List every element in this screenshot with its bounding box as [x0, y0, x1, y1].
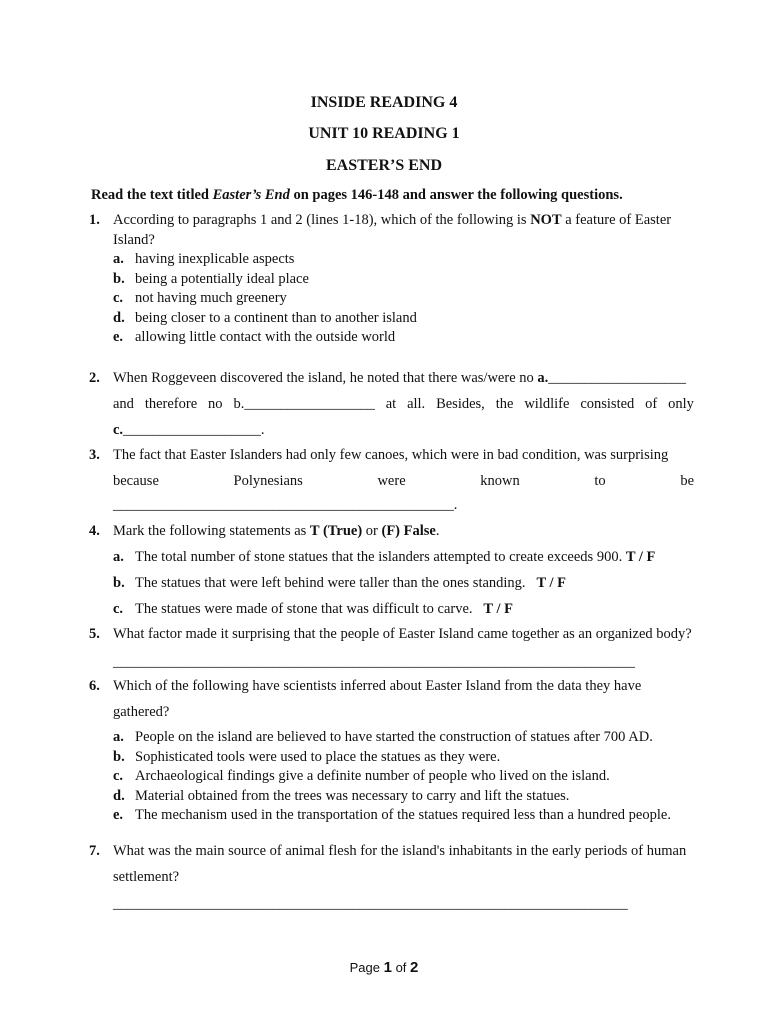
question-3-line-2: because Polynesians were known to be — [113, 473, 694, 489]
answer-blank: ________________________________________________________________________ — [113, 654, 635, 670]
option-1a: a. having inexplicable aspects — [113, 251, 295, 267]
page-title-2: UNIT 10 READING 1 — [308, 125, 460, 142]
page-title-1: INSIDE READING 4 — [310, 94, 458, 111]
answer-blank: _______________________________________________________________________ — [113, 896, 628, 912]
option-6d: d. Material obtained from the trees was necessary to carry and lift the statues. — [113, 788, 570, 804]
option-6b: b. Sophisticated tools were used to place the statues as they were. — [113, 749, 501, 765]
statement-4a: a. The total number of stone statues that the islanders attempted to create exceeds 900. T / F — [113, 549, 656, 565]
question-2-line-3: c.___________________. — [113, 422, 265, 438]
option-1c: c. not having much greenery — [113, 290, 287, 306]
instruction: Read the text titled Easter’s End on pages 146-148 and answer the following questions. — [91, 187, 623, 203]
option-1b: b. being a potentially ideal place — [113, 271, 309, 287]
option-1d: d. being closer to a continent than to another island — [113, 310, 417, 326]
statement-4c: c. The statues were made of stone that was difficult to carve. T / F — [113, 601, 513, 617]
question-2-line-2: and therefore no b.__________________ at all. Besides, the wildlife consisted of only — [113, 396, 694, 412]
option-1e: e. allowing little contact with the outside world — [113, 329, 396, 345]
question-number: 1. — [89, 212, 100, 228]
option-6e: e. The mechanism used in the transportation of the statues required less than a hundred people. — [113, 807, 671, 823]
option-6c: c. Archaeological findings give a definite number of people who lived on the island. — [113, 768, 610, 784]
option-6a: a. People on the island are believed to have started the construction of statues after 700 AD. — [113, 729, 653, 745]
answer-blank: _______________________________________________. — [113, 497, 458, 513]
page-footer: Page 1 of 2 — [349, 959, 419, 976]
statement-4b: b. The statues that were left behind were taller than the ones standing. T / F — [113, 575, 566, 591]
page-title-3: EASTER’S END — [325, 157, 443, 174]
